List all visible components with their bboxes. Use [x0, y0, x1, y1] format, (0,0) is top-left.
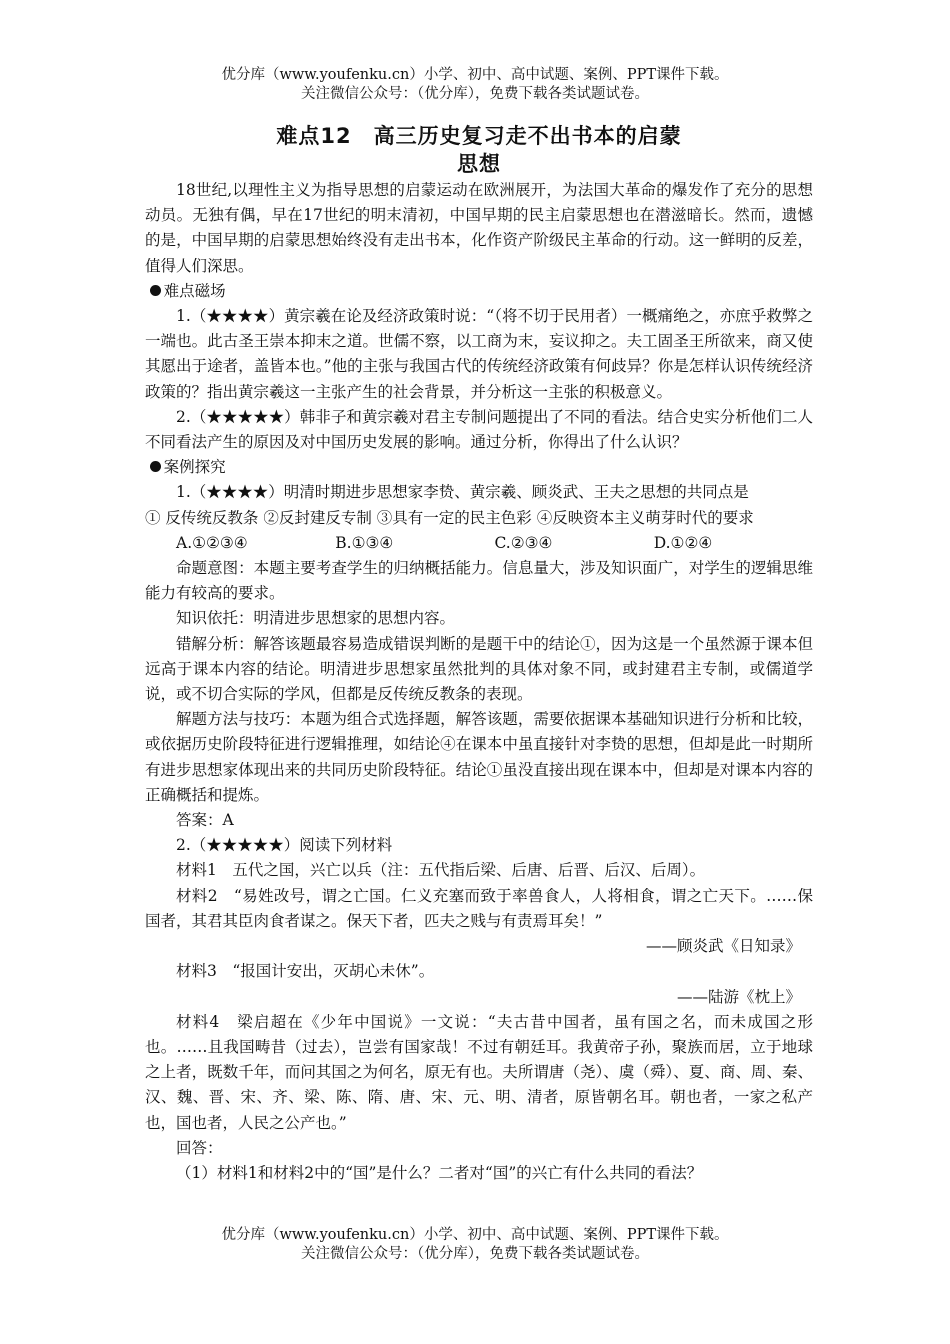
page-title [145, 122, 813, 178]
error-analysis: 错解分析：解答该题最容易造成错误判断的是题干中的结论①，因为这是一个虽然源于课本但远高于课本内容的结论。明清进步思想家虽然批判的具体对象不同，或封建君主专制，或儒道学说，或不切合实际的学风，但都是反传统反教条的表现。 [145, 634, 813, 704]
reply-label: 回答： [176, 1138, 223, 1157]
bullet-icon [150, 461, 161, 472]
knowledge-basis: 知识依托：明清进步思想家的思想内容。 [176, 609, 456, 628]
case-question-1: 1.（★★★★）明清时期进步思想家李贽、黄宗羲、顾炎武、王夫之思想的共同点是 [176, 483, 749, 502]
title-line-1: 难点12 高三历史复习走不出书本的启蒙 [276, 124, 682, 148]
question-2: 2.（★★★★★）韩非子和黄宗羲对君主专制问题提出了不同的看法。结合史实分析他们二人不同看法产生的原因及对中国历史发展的影响。通过分析，你得出了什么认识？ [145, 407, 813, 452]
material-1: 材料1 五代之国，兴亡以兵（注：五代指后梁、后唐、后晋、后汉、后周）。 [176, 861, 706, 880]
header-line-1: 优分库（www.youfenku.cn）小学、初中、高中试题、案例、PPT课件下载。 [221, 67, 729, 83]
material-2-source: ——顾炎武《日知录》 [645, 937, 801, 956]
material-3: 材料3 “报国计安出，灭胡心未休”。 [176, 962, 435, 981]
material-2: 材料2 “易姓改号，谓之亡国。仁义充塞而致于率兽食人，人将相食，谓之亡天下。……保国者，其君其臣肉食者谋之。保天下者，匹夫之贱与有责焉耳矣！” [145, 886, 813, 930]
question-1: 1.（★★★★）黄宗羲在论及经济政策时说：“（将不切于民用者）一概痛绝之，亦庶乎救弊之一端也。此古圣王崇本抑末之道。世儒不察，以工商为末，妄议抑之。夫工固圣王所欲来，商又使其愿出于途者，盖皆本也。”他的主张与我国古代的传统经济政策有何歧异？你是怎样认识传统经济政策的？指出黄宗羲这一主张产生的社会背景，并分析这一主张的积极意义。 [145, 307, 813, 401]
footer-line-2: 关注微信公众号：（优分库），免费下载各类试题试卷。 [301, 1246, 649, 1262]
sub-question-1: （1）材料1和材料2中的“国”是什么？二者对“国”的兴亡有什么共同的看法？ [176, 1163, 703, 1182]
material-4: 材料4 梁启超在《少年中国说》一文说：“夫古昔中国者，虽有国之名，而未成国之形也。……且我国畴昔（过去），岂尝有国家哉！不过有朝廷耳。我黄帝子孙，聚族而居，立于地球之上者，既数千年，而问其国之为何名，原无有也。夫所谓唐（尧）、虞（舜）、夏、商、周、秦、汉、魏、晋、宋、齐、梁、陈、隋、唐、宋、元、明、清者，原皆朝名耳。朝也者，一家之私产也，国也者，人民之公产也。” [145, 1012, 813, 1132]
question-intent: 命题意图：本题主要考查学生的归纳概括能力。信息量大，涉及知识面广，对学生的逻辑思维能力有较高的要求。 [145, 559, 813, 603]
case-question-1-options: ① 反传统反教条 ②反封建反专制 ③具有一定的民主色彩 ④反映资本主义萌芽时代的要求 [145, 508, 754, 527]
header-line-2: 关注微信公众号：（优分库），免费下载各类试题试卷。 [301, 86, 649, 102]
answer: 答案：A [176, 811, 234, 830]
page-header [0, 66, 950, 104]
bullet-icon [150, 285, 161, 296]
document-body [145, 122, 813, 1186]
section-heading-difficulty: 难点磁场 [145, 279, 813, 304]
choice-b: B.①③④ [335, 533, 394, 552]
page-footer [0, 1226, 950, 1264]
choice-c: C.②③④ [494, 533, 553, 552]
answer-choices [145, 531, 813, 556]
title-line-2: 思想 [457, 152, 501, 176]
material-3-source: ——陆游《枕上》 [676, 987, 801, 1006]
choice-a: A.①②③④ [176, 533, 248, 552]
choice-d: D.①②④ [653, 533, 713, 552]
case-question-2: 2.（★★★★★）阅读下列材料 [176, 836, 393, 855]
intro-paragraph: 18世纪,以理性主义为指导思想的启蒙运动在欧洲展开，为法国大革命的爆发作了充分的思想动员。无独有偶，早在17世纪的明末清初，中国早期的民主启蒙思想也在潜滋暗长。然而，遗憾的是，中国早期的启蒙思想始终没有走出书本，化作资产阶级民主革命的行动。这一鲜明的反差，值得人们深思。 [145, 181, 813, 275]
solution-method: 解题方法与技巧：本题为组合式选择题，解答该题，需要依据课本基础知识进行分析和比较，或依据历史阶段特征进行逻辑推理，如结论④在课本中虽直接针对李贽的思想，但却是此一时期所有进步思想家体现出来的共同历史阶段特征。结论①虽没直接出现在课本中，但却是对课本内容的正确概括和提炼。 [145, 710, 813, 804]
footer-line-1: 优分库（www.youfenku.cn）小学、初中、高中试题、案例、PPT课件下载。 [221, 1227, 729, 1243]
section-heading-cases: 案例探究 [145, 455, 813, 480]
